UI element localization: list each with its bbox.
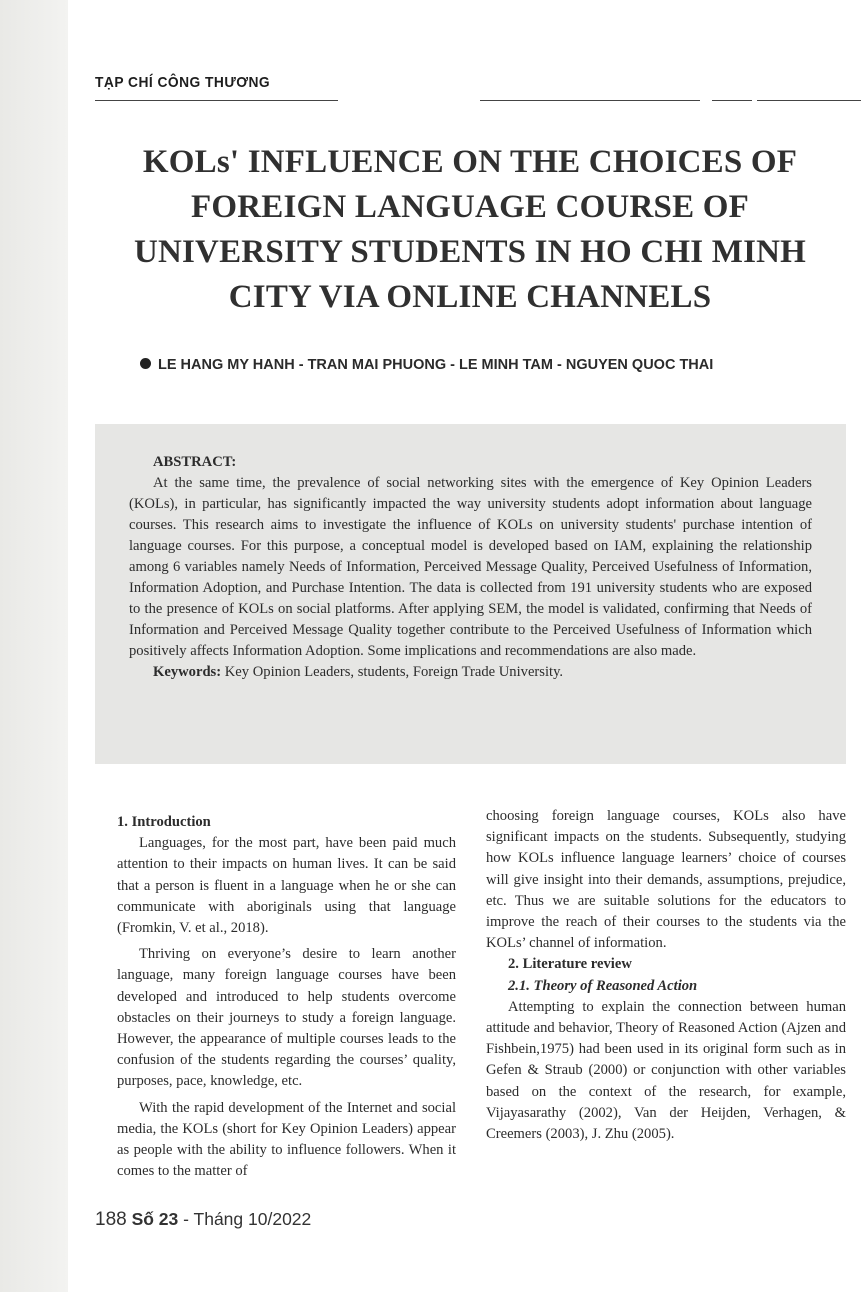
abstract-text: At the same time, the prevalence of social networking sites with the emergence of Key Opinion Leaders (KOLs), in particular, has significantly impacted the way university students adopt information about language courses. This research aims to investigate the influence of KOLs on university students' purchase intention of language courses. For this purpose, a conceptual model is developed based on IAM, explaining the relationship among 6 variables namely Needs of Information, Perceived Message Quality, Perceived Usefulness of Information, Information Adoption, and Purchase Intention. The data is collected from 191 university students who are exposed to the presence of KOLs on social platforms. After applying SEM, the model is validated, confirming that Needs of Information and Perceived Message Quality together contribute to the Perceived Usefulness of Information which positively affects Information Adoption. Some implications and recommendations are also made. [129, 475, 812, 659]
section-heading-literature-review: 2. Literature review [508, 956, 632, 973]
title-line: CITY VIA ONLINE CHANNELS [228, 279, 712, 315]
abstract-heading: ABSTRACT: [153, 454, 237, 470]
paragraph: With the rapid development of the Internet and social media, the KOLs (short for Key Opinion Leaders) appear as people with the ability to influence followers. When it comes to the matter of [117, 1099, 456, 1180]
page-number: 188 [95, 1209, 127, 1230]
paragraph-continued: choosing foreign language courses, KOLs also have significant impacts on the students. Subsequently, studying how KOLs influence language learners’ choice of courses will give insight into their demands, assumptions, prejudice, etc. Thus we are suitable solutions for the educators to improve the reach of their courses to the students via the KOLs’ channel of information. [486, 808, 846, 952]
header-rule-mid [480, 100, 700, 101]
abstract-box [95, 424, 846, 764]
page-footer [95, 1209, 311, 1231]
journal-name: TẠP CHÍ CÔNG THƯƠNG [95, 74, 271, 91]
article-title [95, 140, 845, 320]
issue-date: - Tháng 10/2022 [183, 1209, 312, 1229]
paragraph: Attempting to explain the connection between human attitude and behavior, Theory of Reasoned Action (Ajzen and Fishbein,1975) had been used in its original form such as in Gefen & Straub (2000) or conjunction with other variables based on the context of the research, for example, Vijayasarathy (2002), Van der Heijden, Verhagen, & Creemers (2003), J. Zhu (2005). [486, 998, 846, 1143]
keywords-text: Key Opinion Leaders, students, Foreign Trade University. [224, 664, 564, 680]
header-rule-right [712, 100, 752, 101]
author-line [140, 357, 840, 373]
header-rule-left [95, 100, 338, 101]
header-rule-end [757, 100, 861, 101]
abstract-content [129, 452, 812, 683]
bullet-icon [140, 358, 151, 369]
left-column [117, 812, 456, 1182]
keywords-label: Keywords: [153, 664, 222, 680]
page-edge-shadow [0, 0, 68, 1292]
author-names: LE HANG MY HANH - TRAN MAI PHUONG - LE MINH TAM - NGUYEN QUOC THAI [158, 357, 714, 373]
title-line: FOREIGN LANGUAGE COURSE OF [191, 189, 749, 225]
paragraph: Thriving on everyone’s desire to learn another language, many foreign language courses have been developed and introduced to help students overcome obstacles on their journeys to study a foreign language. However, the appearance of multiple courses leads to the confusion of the students regarding the courses’ quality, purposes, pace, knowledge, etc. [117, 946, 456, 1090]
right-column [486, 806, 846, 1145]
paragraph: Languages, for the most part, have been paid much attention to their impacts on human lives. It can be said that a person is fluent in a language when he or she can communicate with aboriginals using that language (Fromkin, V. et al., 2018). [117, 835, 456, 937]
section-heading-introduction: 1. Introduction [117, 814, 211, 830]
subsection-heading-tra: 2.1. Theory of Reasoned Action [508, 977, 698, 994]
title-line: KOLs' INFLUENCE ON THE CHOICES OF [142, 144, 798, 180]
issue-label: Số 23 [131, 1209, 179, 1229]
title-line: UNIVERSITY STUDENTS IN HO CHI MINH [133, 234, 807, 270]
keywords-line [129, 662, 812, 683]
